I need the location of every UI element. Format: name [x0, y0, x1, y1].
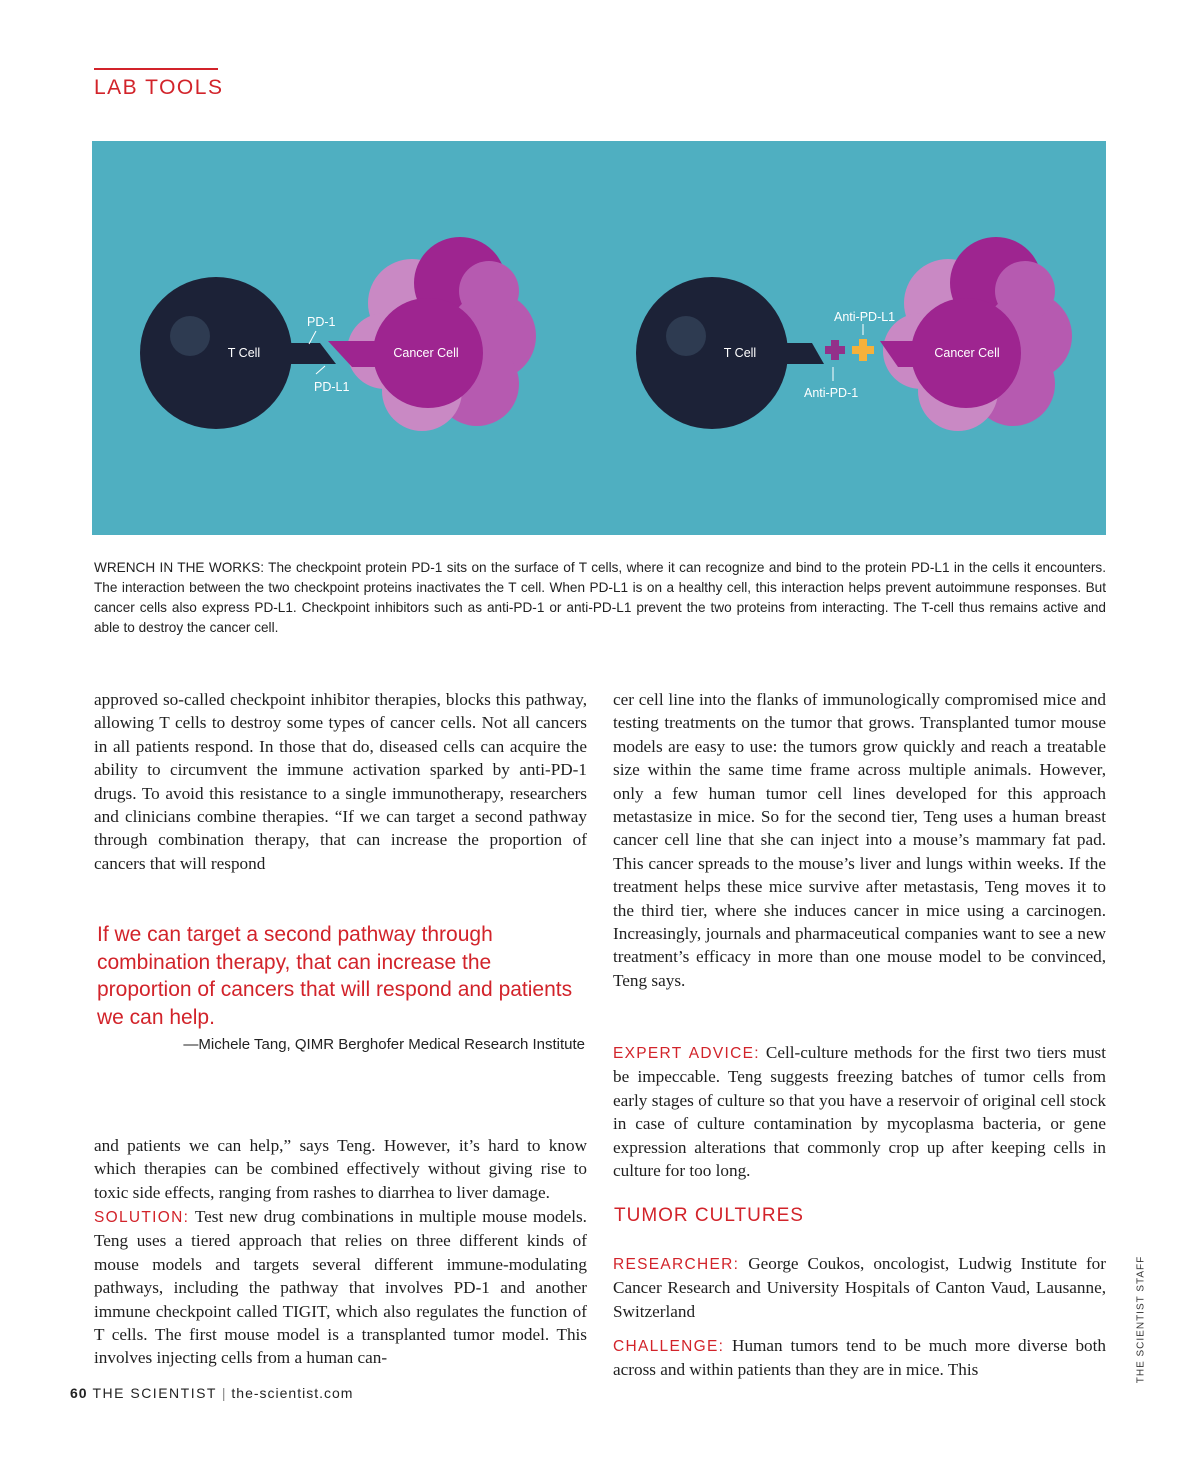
researcher-label: RESEARCHER: — [613, 1256, 740, 1273]
pull-quote: If we can target a second pathway through combination therapy, that can increase the proportion of cancers that will respond and patients we can help. — [97, 923, 573, 1029]
page-number: 60 — [70, 1385, 88, 1401]
section-rule — [94, 68, 218, 70]
pull-quote-attribution: —Michele Tang, QIMR Berghofer Medical Research Institute — [183, 1036, 585, 1053]
right-t-cell-label: T Cell — [723, 346, 757, 360]
expert-advice-label: EXPERT ADVICE: — [613, 1045, 760, 1062]
footer-url[interactable]: the-scientist.com — [231, 1385, 354, 1401]
challenge-text: Human tumors tend to be much more diverse both across and within patients than they are in mice. This — [613, 1336, 1106, 1380]
researcher-text: George Coukos, oncologist, Ludwig Institute for Cancer Research and University Hospitals of Canton Vaud, Lausanne, Switzerland — [613, 1254, 1107, 1321]
expert-advice-paragraph — [613, 1041, 1106, 1182]
solution-text: Test new drug combinations in multiple mouse models. Teng uses a tiered approach that relies on three different kinds of mouse models and targets several different immune-modulating pathways, including the pathway that involves PD-1 and another immune checkpoint called TIGIT, which also regulates the function of T cells. The first mouse model is a transplanted tumor model. This involves injecting cells from a human can- — [94, 1207, 587, 1368]
tumor-cultures-heading: TUMOR CULTURES — [614, 1205, 804, 1226]
left-column-para2: and patients we can help,” says Teng. However, it’s hard to know which therapies can be combined effectively without giving rise to toxic side effects, ranging from rashes to diarrhea to liver damage. — [94, 1136, 587, 1202]
side-credit-text: THE SCIENTIST STAFF — [1135, 1255, 1147, 1384]
anti-pdl1-label: Anti-PD-L1 — [834, 310, 896, 324]
right-column-para1: cer cell line into the flanks of immunologically compromised mice and testing treatments on the tumor that grows. Transplanted tumor mouse models are easy to use: the tumors grow quickly and reach a treatable size within the same time frame across multiple animals. However, only a few human tumor cell lines developed for this approach metastasize in mice. So for the second tier, Teng uses a human breast cancer cell line that she can inject into a mouse’s mammary fat pad. This cancer spreads to the mouse’s liver and lungs within weeks. If the treatment helps these mice survive after metastasis, Teng moves it to the third tier, where she induces cancer in mice using a carcinogen. Increasingly, journals and pharmaceutical companies want to see a new treatment’s efficacy in more than one mouse model to be convinced, Teng says. — [613, 690, 1106, 990]
pdl1-label: PD-L1 — [314, 380, 350, 394]
researcher-paragraph — [613, 1252, 1106, 1323]
left-t-cell-label: T Cell — [227, 346, 261, 360]
challenge-label: CHALLENGE: — [613, 1338, 725, 1355]
solution-label: SOLUTION: — [94, 1209, 190, 1226]
page-footer — [70, 1385, 353, 1401]
magazine-name: THE SCIENTIST — [92, 1385, 217, 1401]
left-cancer-cell-label: Cancer Cell — [393, 346, 459, 360]
expert-advice-text: Cell-culture methods for the first two tiers must be impeccable. Teng suggests freezing batches of tumor cells from early stages of culture so that you have a reservoir of original cell stock in case of culture contamination by mycoplasma bacteria, or gene expression alterations that commonly crop up after keeping cells in culture for too long. — [613, 1043, 1107, 1181]
pd1-label: PD-1 — [307, 315, 336, 329]
solution-paragraph — [94, 1205, 587, 1370]
side-photo-credit — [1131, 1252, 1147, 1392]
footer-separator: | — [221, 1385, 227, 1401]
section-label: LAB TOOLS — [94, 76, 224, 99]
anti-pd1-label: Anti-PD-1 — [804, 386, 859, 400]
challenge-paragraph — [613, 1334, 1106, 1382]
left-column-para1: approved so-called checkpoint inhibitor therapies, blocks this pathway, allowing T cells to destroy some types of cancer cells. Not all cancers in all patients respond. In those that do, diseased cells can acquire the ability to circumvent the immune activation sparked by anti-PD-1 drugs. To avoid this resistance to a single immunotherapy, researchers and clinicians combine therapies. “If we can target a second pathway through combination therapy, that can increase the proportion of cancers that will respond — [94, 690, 587, 873]
checkpoint-figure — [92, 141, 1106, 535]
right-cancer-cell-label: Cancer Cell — [934, 346, 1000, 360]
figure-caption: WRENCH IN THE WORKS: The checkpoint protein PD-1 sits on the surface of T cells, where it can recognize and bind to the protein PD-L1 in the cells it encounters. The interaction between the two checkpoint proteins inactivates the T cell. When PD-L1 is on a healthy cell, this interaction helps prevent autoimmune responses. But cancer cells also express PD-L1. Checkpoint inhibitors such as anti-PD-1 or anti-PD-L1 prevent the two proteins from interacting. The T-cell thus remains active and able to destroy the cancer cell. — [94, 560, 1106, 635]
